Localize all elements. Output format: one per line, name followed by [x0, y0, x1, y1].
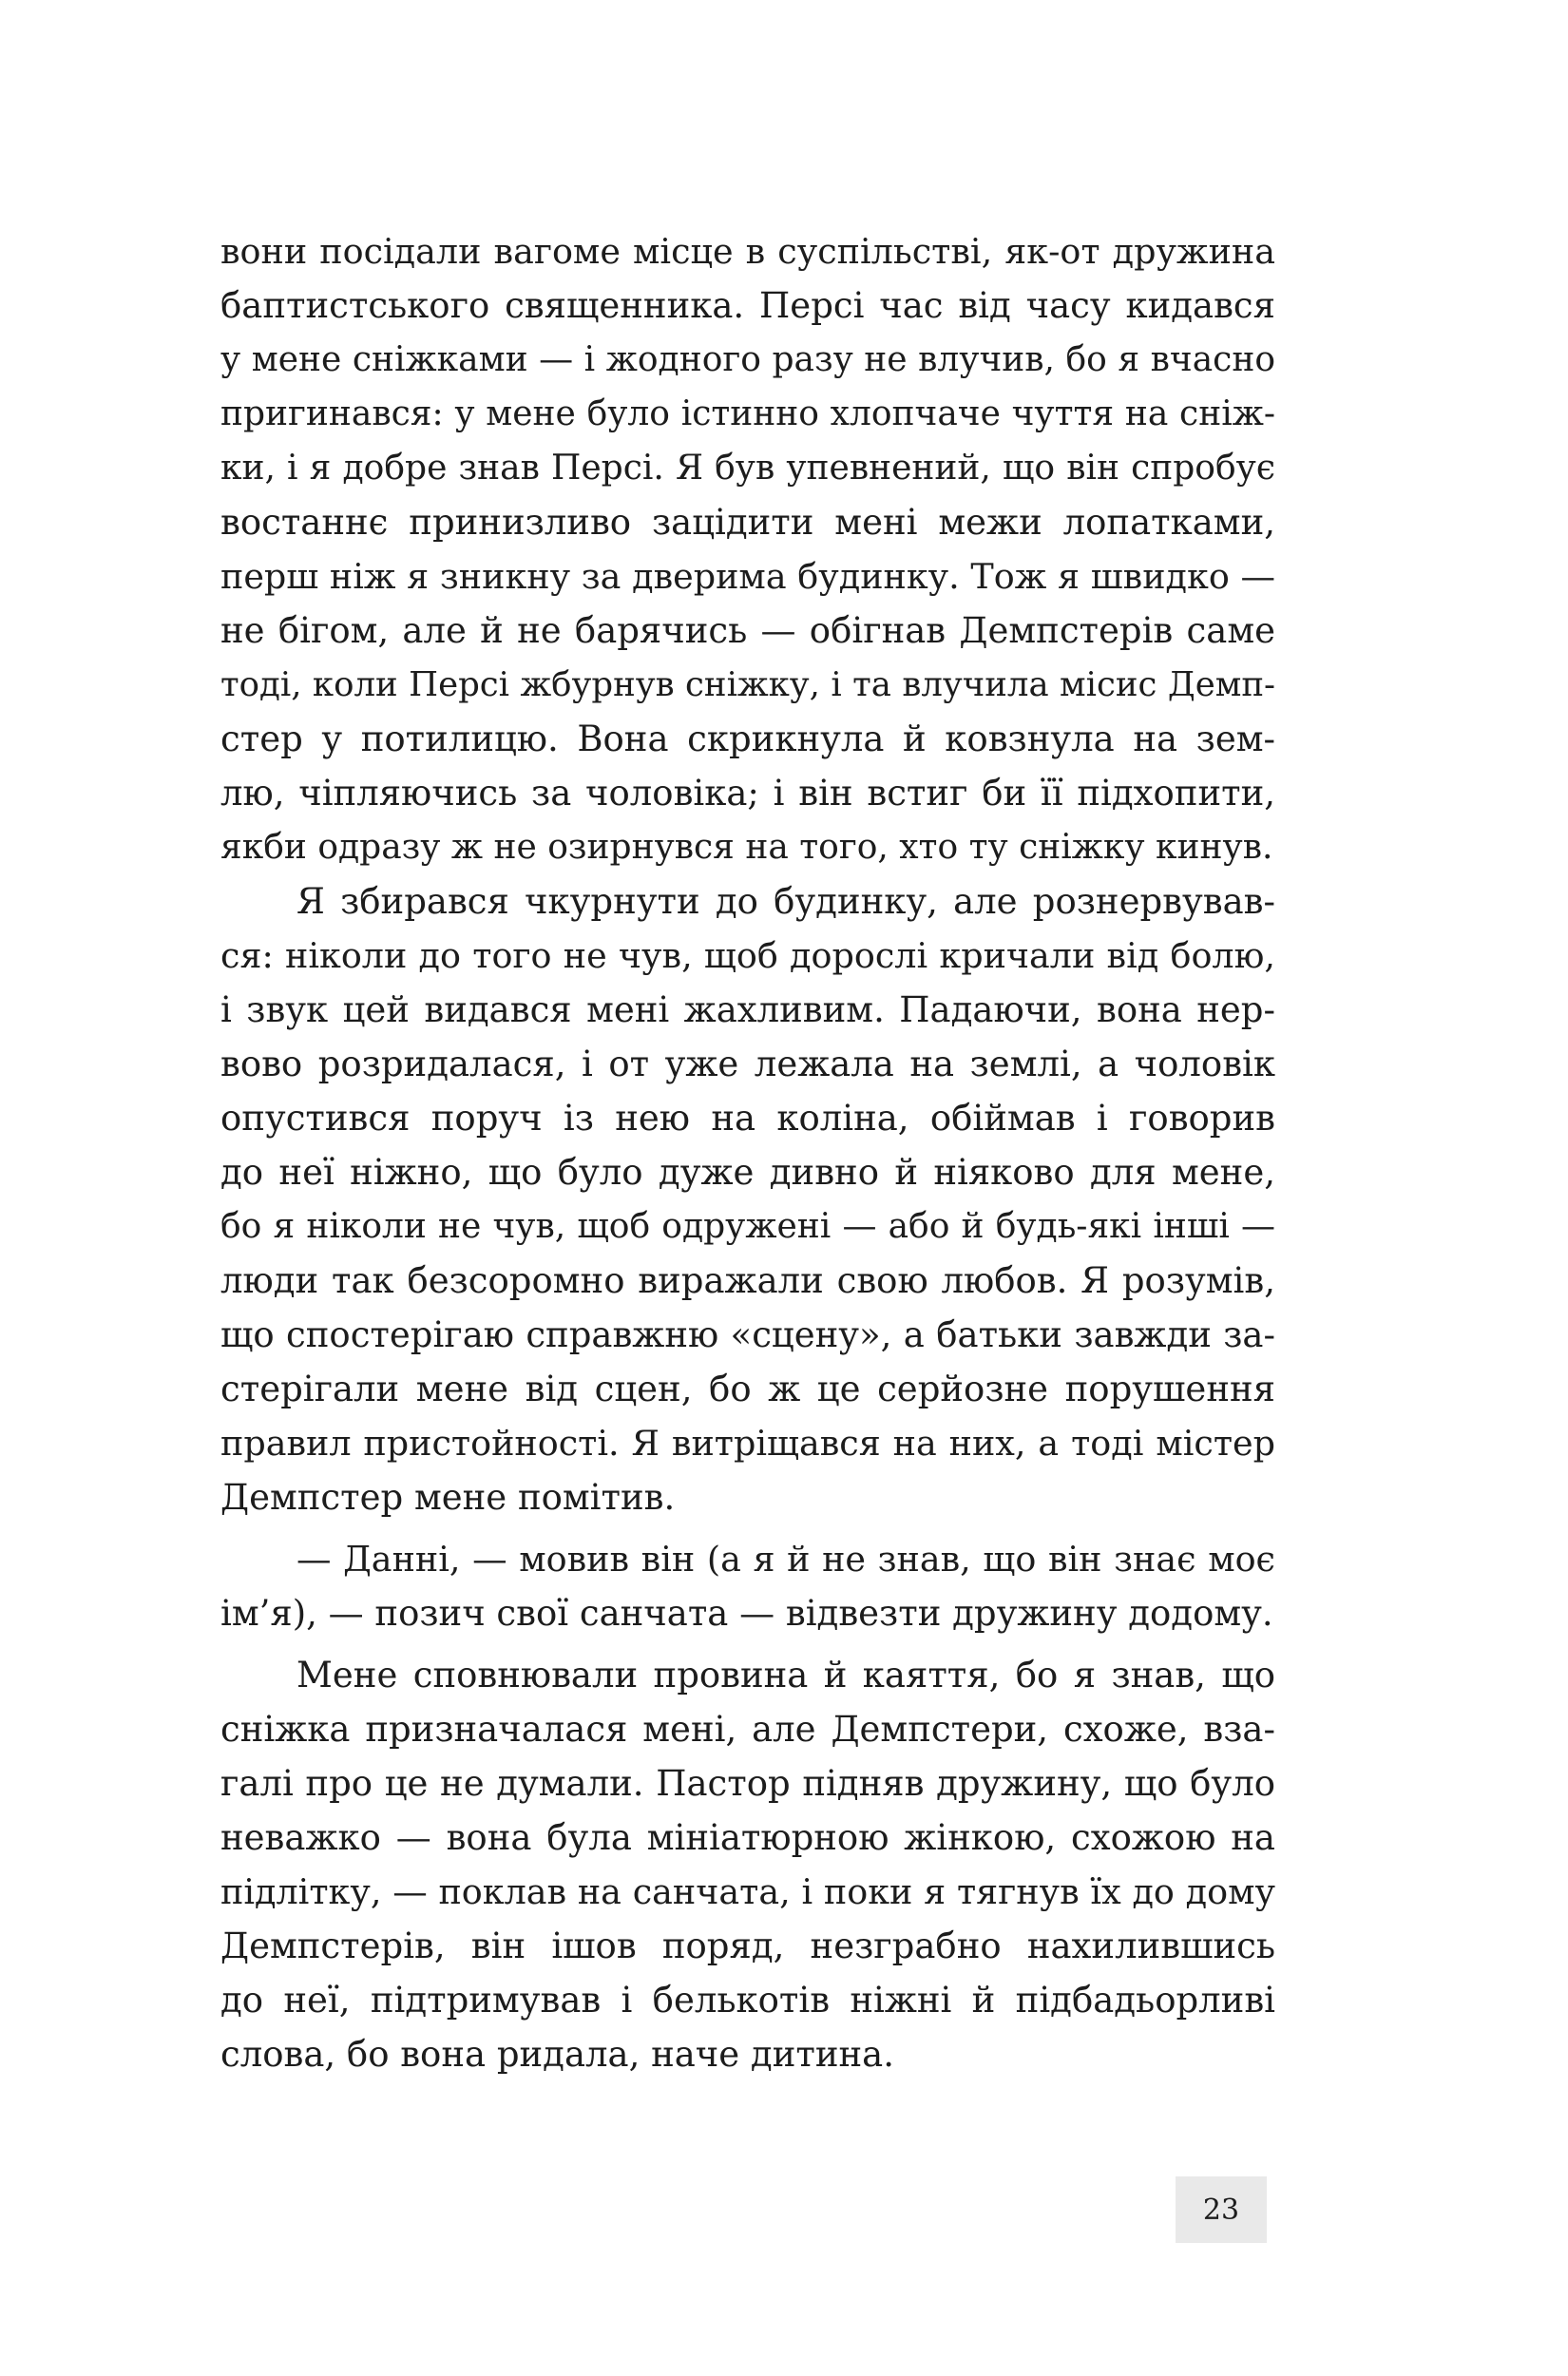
text-line: — Данні, — мовив він (а я й не знав, що він знає моє	[296, 1539, 1275, 1580]
text-line: у мене сніжками — і жодного разу не влучив, бо я вчасно	[220, 340, 1275, 379]
text-line: Мене сповнювали провина й каяття, бо я знав, що	[296, 1655, 1275, 1696]
text-line: ки, і я добре знав Персі. Я був упевнений, що він спробує	[220, 449, 1275, 488]
text-line: підлітку, — поклав на санчата, і поки я тягнув їх до дому	[220, 1871, 1275, 1912]
page-number	[1176, 2176, 1267, 2243]
text-line: якби одразу ж не озирнувся на того, хто ту сніжку кинув.	[220, 828, 1273, 867]
text-line: неважко — вона була мініатюрною жінкою, схожою на	[220, 1817, 1275, 1858]
text-line: стерігали мене від сцен, бо ж це серйозне порушення	[220, 1369, 1275, 1409]
text-line: до неї, підтримував і белькотів ніжні й підбадьорливі	[220, 1980, 1275, 2021]
text-line: ся: ніколи до того не чув, щоб дорослі кричали від болю,	[220, 935, 1275, 976]
text-line: бо я ніколи не чув, щоб одружені — або й будь-які інші —	[220, 1207, 1275, 1246]
text-line: ім’я), — позич свої санчата — відвезти дружину додому.	[220, 1593, 1273, 1634]
text-line: що спостерігаю справжню «сцену», а батьки завжди за-	[220, 1314, 1275, 1355]
text-line: лю, чіпляючись за чоловіка; і він встиг би її підхопити,	[220, 773, 1275, 814]
text-line: не бігом, але й не барячись — обігнав Демпстерів саме	[220, 610, 1275, 651]
text-line: вони посідали вагоме місце в суспільстві, як-от дружина	[220, 231, 1275, 272]
text-line: Демпстер мене помітив.	[220, 1477, 676, 1518]
body-text	[220, 224, 1275, 2081]
text-line: Демпстерів, він ішов поряд, незграбно нахилившись	[220, 1926, 1275, 1966]
page-number-label: 23	[1202, 2193, 1240, 2227]
text-line: баптистського священника. Персі час від часу кидався	[220, 285, 1275, 326]
text-line: правил пристойності. Я витріщався на них, а тоді містер	[220, 1423, 1275, 1464]
text-line: і звук цей видався мені жахливим. Падаючи, вона нер-	[220, 989, 1275, 1030]
text-line: сніжка призначалася мені, але Демпстери, схоже, вза-	[220, 1709, 1275, 1750]
text-line: люди так безсоромно виражали свою любов. Я розумів,	[220, 1260, 1275, 1301]
text-line: Я збирався чкурнути до будинку, але рознервував-	[296, 881, 1275, 922]
text-line: стер у потилицю. Вона скрикнула й ковзнула на зем-	[220, 719, 1275, 759]
text-line: до неї ніжно, що було дуже дивно й ніяково для мене,	[220, 1152, 1275, 1193]
text-line: тоді, коли Персі жбурнув сніжку, і та влучила місис Демп-	[220, 665, 1275, 704]
text-line: пригинався: у мене було істинно хлопчаче чуття на сніж-	[220, 394, 1275, 433]
text-line: вово розридалася, і от уже лежала на землі, а чоловік	[220, 1044, 1275, 1084]
text-line: перш ніж я зникну за дверима будинку. Тож я швидко —	[220, 556, 1275, 597]
text-line: галі про це не думали. Пастор підняв дружину, що було	[220, 1763, 1275, 1804]
text-line: слова, бо вона ридала, наче дитина.	[220, 2034, 894, 2075]
text-line: опустився поруч із нею на коліна, обіймав і говорив	[220, 1098, 1275, 1139]
text-line: востаннє принизливо зацідити мені межи лопатками,	[220, 502, 1275, 543]
